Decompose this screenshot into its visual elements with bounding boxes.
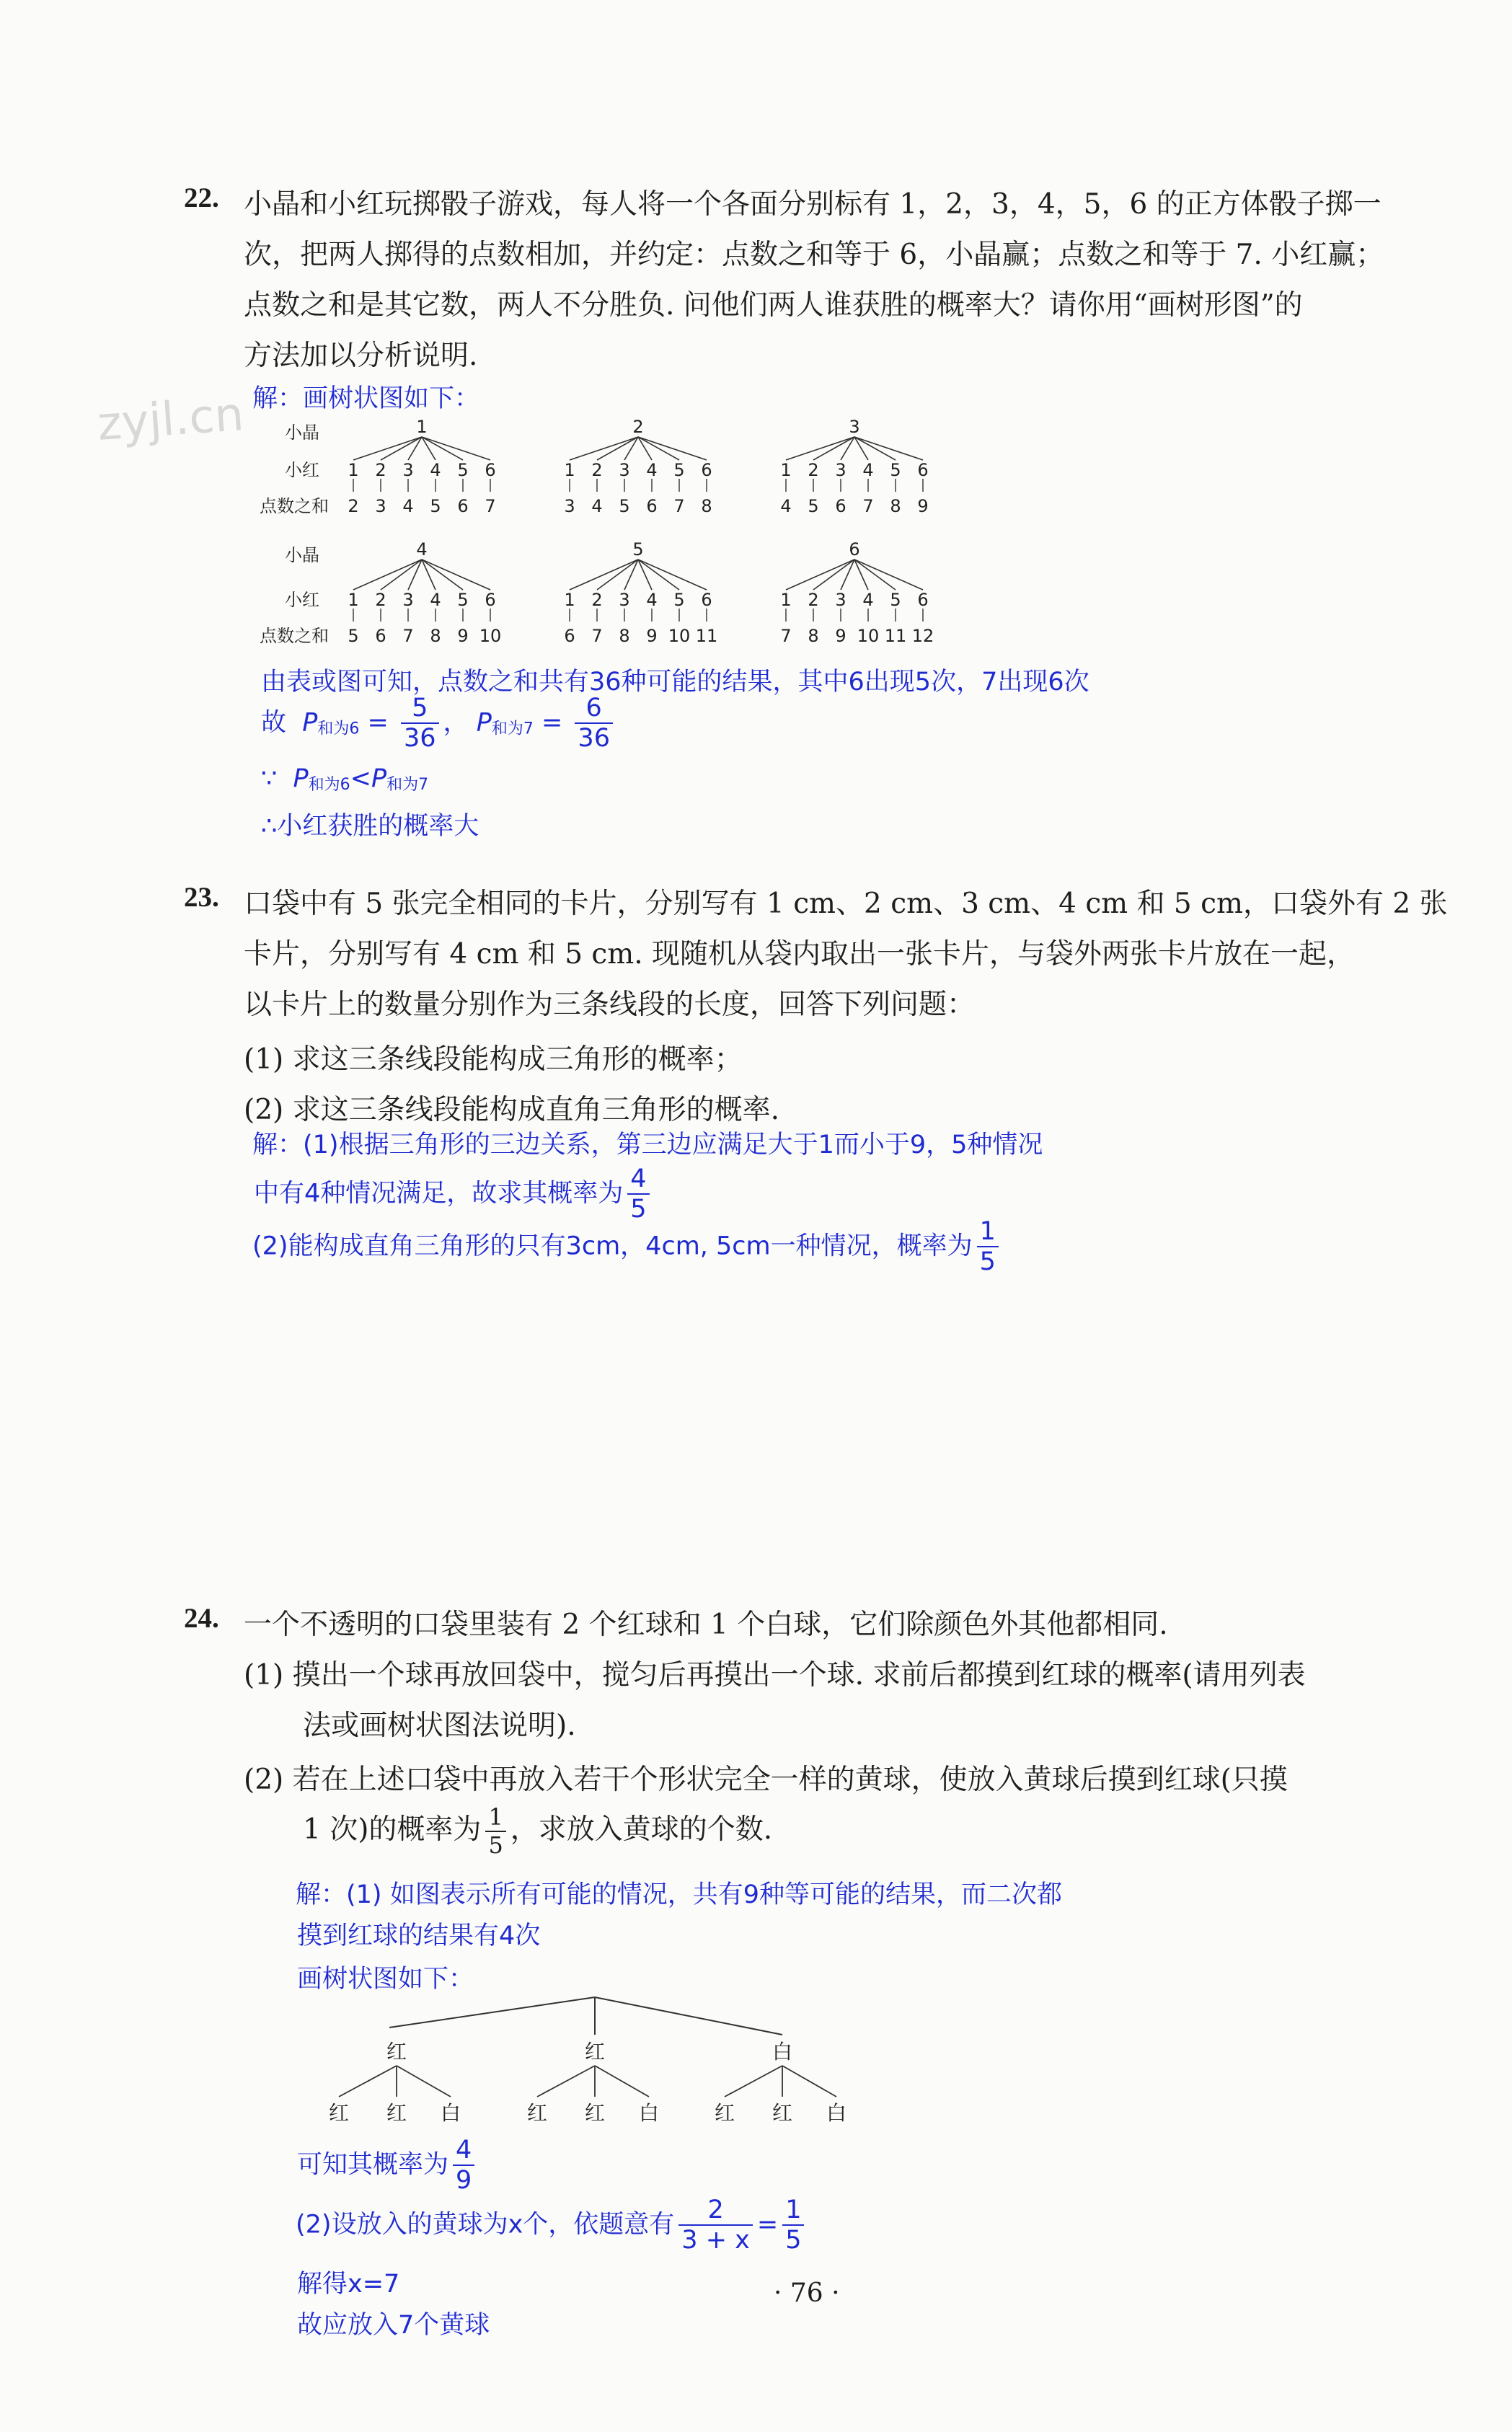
tree-child: 2	[591, 590, 603, 610]
ball-branch	[537, 2066, 595, 2097]
tree-child: 1	[780, 460, 792, 480]
q23-sub-1: (1) 求这三条线段能构成三角形的概率；	[244, 1043, 743, 1076]
tree-sum: 6	[564, 626, 575, 646]
tree-sum: 7	[780, 626, 792, 646]
tree-child: 3	[402, 590, 414, 610]
q22-answer-intro: 解：画树状图如下：	[252, 384, 480, 413]
tree-child: 2	[808, 590, 819, 610]
tree-sum: 3	[564, 496, 575, 516]
watermark: zyjl.cn	[95, 388, 246, 451]
tree-child: 5	[673, 590, 685, 610]
tree-child: 6	[917, 590, 929, 610]
tree-child: 6	[701, 460, 712, 480]
q22-answer-line-3: ∵ P和为6<P和为7	[261, 764, 429, 794]
q24-answer-line-5: (2)设放入的黄球为x个，依题意有 $\frac{2}{3 + x}$ = $\frac{1}{5}$	[296, 2196, 808, 2255]
tree-child: 5	[457, 590, 469, 610]
tree-child: 6	[485, 460, 496, 480]
tree-root-4: 4	[416, 539, 428, 560]
tree-sum: 2	[348, 496, 359, 516]
q24-sub-1a: (1) 摸出一个球再放回袋中，搅匀后再摸出一个球. 求前后都摸到红球的概率(请用列表	[244, 1659, 1306, 1692]
tree-sum: 5	[348, 626, 359, 646]
row-label-xiaojing: 小晶	[285, 423, 319, 443]
tree-child: 3	[835, 590, 846, 610]
tree-child: 3	[835, 460, 846, 480]
row-label-xiaohong: 小红	[285, 460, 319, 480]
q24-answer-line-2: 摸到红球的结果有4次	[297, 1922, 541, 1950]
ball-level2: 红	[584, 2101, 606, 2125]
ball-level1-3: 白	[772, 2040, 793, 2064]
ball-level2: 白	[440, 2101, 461, 2125]
ball-level2: 红	[526, 2101, 548, 2125]
q23-sub-2: (2) 求这三条线段能构成直角三角形的概率.	[244, 1094, 780, 1126]
q22-line-3: 点数之和是其它数，两人不分胜负. 问他们两人谁获胜的概率大？请你用“画树形图”的	[244, 289, 1303, 322]
tree-root-6: 6	[849, 539, 860, 560]
tree-child: 4	[430, 590, 441, 610]
q24-answer-line-1: 解：(1) 如图表示所有可能的情况，共有9种等可能的结果，而二次都	[296, 1880, 1062, 1909]
row-label-xiaojing: 小晶	[285, 545, 319, 565]
ball-level2: 白	[826, 2101, 847, 2125]
tree-child: 4	[430, 460, 441, 480]
tree-sum: 8	[890, 496, 901, 516]
tree-child: 4	[646, 590, 658, 610]
tree-root-2: 2	[632, 417, 644, 437]
ball-root-branch-1	[389, 1997, 595, 2028]
page-number: · 76 ·	[774, 2278, 840, 2308]
tree-sum: 5	[619, 496, 630, 516]
q22-line-4: 方法加以分析说明.	[244, 340, 478, 372]
ball-branch	[339, 2066, 397, 2097]
ball-level2: 红	[328, 2101, 350, 2125]
tree-child: 1	[564, 460, 575, 480]
tree-child: 3	[619, 590, 630, 610]
tree-sum: 3	[375, 496, 386, 516]
q23-line-1: 口袋中有 5 张完全相同的卡片，分别写有 1 cm、2 cm、3 cm、4 cm 和 5 cm，口袋外有 2 张	[244, 888, 1448, 920]
tree-sum: 10	[668, 626, 691, 646]
tree-sum: 7	[862, 496, 874, 516]
q23-line-3: 以卡片上的数量分别作为三条线段的长度，回答下列问题：	[244, 989, 976, 1021]
tree-sum: 5	[430, 496, 441, 516]
tree-child: 2	[375, 460, 386, 480]
tree-child: 5	[673, 460, 685, 480]
tree-root-5: 5	[632, 539, 644, 560]
fraction-5-36: $\frac{5}{36}$	[401, 694, 439, 753]
q22-number: 22.	[184, 182, 219, 213]
tree-sum: 6	[646, 496, 658, 516]
tree-sum: 4	[591, 496, 603, 516]
q22-line-2: 次，把两人掷得的点数相加，并约定：点数之和等于 6，小晶赢；点数之和等于 7. 小红赢；	[244, 239, 1384, 271]
tree-sum: 7	[485, 496, 496, 516]
tree-child: 4	[862, 460, 874, 480]
tree-sum: 10	[479, 626, 502, 646]
q24-answer-line-6: 解得x=7	[297, 2270, 400, 2299]
q22-line-1: 小晶和小红玩掷骰子游戏，每人将一个各面分别标有 1，2，3，4，5，6 的正方体骰子掷一	[244, 188, 1381, 221]
tree-sum: 8	[430, 626, 441, 646]
fraction-4-5: $\frac{4}{5}$	[627, 1164, 649, 1224]
tree-sum: 7	[591, 626, 603, 646]
q23-number: 23.	[184, 882, 219, 913]
ball-root-branch-3	[595, 1997, 782, 2035]
tree-sum: 9	[646, 626, 658, 646]
tree-child: 4	[646, 460, 658, 480]
tree-child: 2	[591, 460, 603, 480]
q24-answer-line-7: 故应放入7个黄球	[297, 2311, 490, 2340]
ball-branch	[397, 2066, 451, 2097]
tree-sum: 8	[619, 626, 630, 646]
tree-child: 3	[402, 460, 414, 480]
dice-tree-diagram	[260, 411, 1038, 656]
row-label-xiaohong: 小红	[285, 590, 319, 610]
fraction-4-9: $\frac{4}{9}$	[453, 2136, 474, 2196]
tree-child: 5	[457, 460, 469, 480]
tree-sum: 8	[701, 496, 712, 516]
q24-answer-line-4: 可知其概率为 $\frac{4}{9}$	[297, 2136, 479, 2196]
ball-branch	[782, 2066, 836, 2097]
q23-line-2: 卡片，分别写有 4 cm 和 5 cm. 现随机从袋内取出一张卡片，与袋外两张卡片放在一起，	[244, 938, 1356, 970]
tree-sum: 8	[808, 626, 819, 646]
ball-level2: 红	[386, 2101, 407, 2125]
tree-sum: 9	[457, 626, 469, 646]
tree-child: 6	[917, 460, 929, 480]
fraction-1-5-answer: $\frac{1}{5}$	[782, 2196, 804, 2255]
tree-child: 5	[890, 460, 901, 480]
ball-branch	[725, 2066, 782, 2097]
fraction-2-over-3-plus-x: $\frac{2}{3 + x}$	[678, 2196, 753, 2255]
ball-level2: 红	[714, 2101, 735, 2125]
q24-answer-line-3: 画树状图如下：	[297, 1965, 474, 1994]
tree-sum: 6	[375, 626, 386, 646]
q23-answer-line-3: (2)能构成直角三角形的只有3cm，4cm, 5cm一种情况，概率为 $\frac{1}{5}$	[252, 1217, 1003, 1277]
fraction-1-5: $\frac{1}{5}$	[977, 1217, 999, 1277]
tree-root-1: 1	[416, 417, 428, 437]
tree-sum: 9	[835, 626, 846, 646]
tree-sum: 6	[457, 496, 469, 516]
tree-sum: 7	[673, 496, 685, 516]
tree-sum: 9	[917, 496, 929, 516]
q23-answer-line-2: 中有4种情况满足，故求其概率为 $\frac{4}{5}$	[254, 1164, 654, 1224]
q22-answer-line-1: 由表或图可知，点数之和共有36种可能的结果，其中6出现5次，7出现6次	[261, 668, 1089, 697]
row-label-sum: 点数之和	[260, 496, 329, 516]
tree-sum: 11	[695, 626, 718, 646]
tree-sum: 5	[808, 496, 819, 516]
tree-child: 2	[808, 460, 819, 480]
fraction-6-36: $\frac{6}{36}$	[575, 694, 613, 753]
tree-child: 1	[564, 590, 575, 610]
ball-level1-2: 红	[584, 2040, 606, 2064]
tree-root-3: 3	[849, 417, 860, 437]
q24-number: 24.	[184, 1603, 219, 1634]
tree-child: 1	[780, 590, 792, 610]
tree-sum: 10	[857, 626, 880, 646]
ball-branch	[595, 2066, 649, 2097]
q24-sub-2a: (2) 若在上述口袋中再放入若干个形状完全一样的黄球，使放入黄球后摸到红球(只摸	[244, 1764, 1288, 1796]
tree-child: 1	[348, 590, 359, 610]
tree-sum: 4	[402, 496, 414, 516]
tree-sum: 11	[884, 626, 907, 646]
tree-sum: 7	[402, 626, 414, 646]
q24-sub-1b: 法或画树状图法说明).	[303, 1710, 576, 1742]
tree-child: 6	[485, 590, 496, 610]
ball-level2: 红	[772, 2101, 793, 2125]
fraction-1-5-question: $\frac{1}{5}$	[485, 1804, 505, 1859]
tree-child: 2	[375, 590, 386, 610]
q24-line-1: 一个不透明的口袋里装有 2 个红球和 1 个白球，它们除颜色外其他都相同.	[244, 1609, 1168, 1641]
q24-sub-2b: 1 次)的概率为 $\frac{1}{5}$ ，求放入黄球的个数.	[303, 1803, 773, 1859]
tree-child: 6	[701, 590, 712, 610]
row-label-sum: 点数之和	[260, 626, 329, 646]
tree-child: 5	[890, 590, 901, 610]
q23-answer-line-1: 解：(1)根据三角形的三边关系，第三边应满足大于1而小于9，5种情况	[252, 1131, 1043, 1159]
ball-tree-diagram	[303, 1990, 880, 2127]
tree-child: 4	[862, 590, 874, 610]
q22-answer-line-4: ∴小红获胜的概率大	[261, 812, 479, 841]
ball-level1-1: 红	[386, 2040, 407, 2064]
ball-level2: 白	[638, 2101, 660, 2125]
tree-child: 3	[619, 460, 630, 480]
q22-answer-line-2: 故 P和为6 = $\frac{5}{36}$ ， P和为7 = $\frac{6}{36}$	[261, 694, 617, 753]
tree-sum: 6	[835, 496, 846, 516]
tree-sum: 12	[911, 626, 934, 646]
tree-child: 1	[348, 460, 359, 480]
tree-sum: 4	[780, 496, 792, 516]
